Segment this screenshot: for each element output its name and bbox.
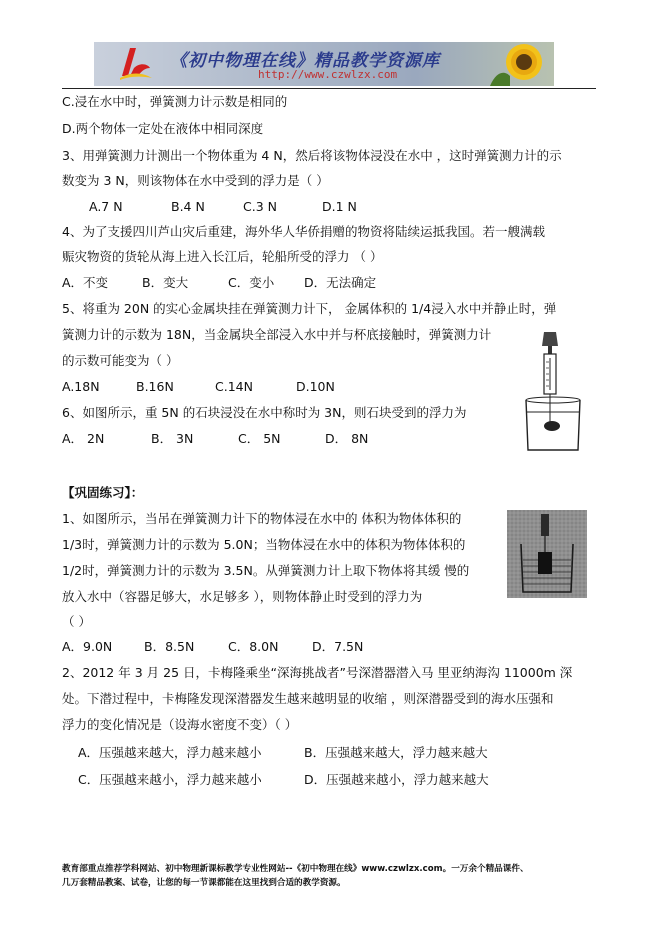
p2-option-b: B．压强越来越大，浮力越来越大 xyxy=(304,745,488,760)
q5-option-a: A.18N xyxy=(62,379,100,394)
q6-option-c: C． 5N xyxy=(238,431,281,446)
question-3-line-1: 3、用弹簧测力计测出一个物体重为 4 N，然后将该物体浸没在水中 ，这时弹簧测力计的示 xyxy=(62,148,562,163)
q4-option-c: C．变小 xyxy=(228,275,275,290)
question-4-line-1: 4、为了支援四川芦山灾后重建，海外华人华侨捐赠的物资将陆续运抵我国。若一艘满载 xyxy=(62,224,545,239)
header-banner xyxy=(94,42,554,86)
practice-2-line-2: 处。下潜过程中，卡梅隆发现深潜器发生越来越明显的收缩 ，则深潜器受到的海水压强和 xyxy=(62,691,554,706)
header-rule xyxy=(62,88,596,89)
option-d-text: D.两个物体一定处在液体中相同深度 xyxy=(62,121,264,136)
q5-option-b: B.16N xyxy=(136,379,174,394)
question-5-line-1: 5、将重为 20N 的实心金属块挂在弹簧测力计下， 金属体积的 1/4浸入水中并静止时，弹 xyxy=(62,301,557,316)
p2-option-a: A．压强越来越大，浮力越来越小 xyxy=(78,745,262,760)
footer-line-2: 几万套精品教案、试卷，让您的每一节课都能在这里找到合适的教学资源。 xyxy=(62,878,346,888)
q3-option-a: A.7 N xyxy=(89,199,123,214)
logo-icon xyxy=(116,46,156,84)
question-5-line-3: 的示数可能变为（ ） xyxy=(62,353,179,368)
q4-option-b: B．变大 xyxy=(142,275,189,290)
q3-option-c: C.3 N xyxy=(243,199,277,214)
q6-option-b: B． 3N xyxy=(151,431,194,446)
q6-option-d: D． 8N xyxy=(325,431,369,446)
practice-1-line-5: （ ） xyxy=(62,614,91,629)
p1-option-b: B．8.5N xyxy=(144,639,195,654)
p2-option-c: C．压强越来越小，浮力越来越小 xyxy=(78,772,262,787)
p1-option-d: D．7.5N xyxy=(312,639,364,654)
question-4-line-2: 赈灾物资的货轮从海上进入长江后，轮船所受的浮力 （ ） xyxy=(62,249,383,264)
banner-title: 《初中物理在线》精品教学资源库 xyxy=(170,51,440,71)
q5-option-d: D.10N xyxy=(296,379,335,394)
sunflower-icon xyxy=(486,42,554,86)
q4-option-d: D．无法确定 xyxy=(304,275,377,290)
banner-url[interactable]: http://www.czwlzx.com xyxy=(258,68,398,81)
spring-scale-beaker-figure xyxy=(522,330,584,454)
practice-2-line-1: 2、2012 年 3 月 25 日，卡梅隆乘坐“深海挑战者”号深潜器潜入马 里亚纳海沟 11000m 深 xyxy=(62,665,573,680)
section-title: 【巩固练习】： xyxy=(62,485,144,500)
practice-1-line-4: 放入水中（容器足够大，水足够多 ），则物体静止时受到的浮力为 xyxy=(62,589,423,604)
practice-2-line-3: 浮力的变化情况是（设海水密度不变）（ ） xyxy=(62,717,298,732)
practice-1-line-1: 1、如图所示，当吊在弹簧测力计下的物体浸在水中的 体积为物体体积的 xyxy=(62,511,462,526)
p2-option-d: D．压强越来越小，浮力越来越大 xyxy=(304,772,489,787)
q3-option-b: B.4 N xyxy=(171,199,205,214)
question-5-line-2: 簧测力计的示数为 18N，当金属块全部浸入水中并与杯底接触时，弹簧测力计 xyxy=(62,327,492,342)
question-6-line: 6、如图所示，重 5N 的石块浸没在水中称时为 3N，则石块受到的浮力为 xyxy=(62,405,467,420)
q5-option-c: C.14N xyxy=(215,379,253,394)
footer-line-1: 教育部重点推荐学科网站、初中物理新课标教学专业性网站--《初中物理在线》www.czwlzx.com。一万余个精品课件、 xyxy=(62,864,529,874)
p1-option-a: A．9.0N xyxy=(62,639,113,654)
option-c-text: C.浸在水中时，弹簧测力计示数是相同的 xyxy=(62,94,288,109)
q6-option-a: A． 2N xyxy=(62,431,105,446)
q4-option-a: A．不变 xyxy=(62,275,109,290)
practice-1-line-2: 1/3时，弹簧测力计的示数为 5.0N；当物体浸在水中的体积为物体体积的 xyxy=(62,537,466,552)
question-3-line-2: 数变为 3 N，则该物体在水中受到的浮力是（ ） xyxy=(62,173,329,188)
p1-option-c: C．8.0N xyxy=(228,639,279,654)
q3-option-d: D.1 N xyxy=(322,199,357,214)
practice-1-line-3: 1/2时，弹簧测力计的示数为 3.5N。从弹簧测力计上取下物体将其缓 慢的 xyxy=(62,563,470,578)
spring-scale-photo-figure xyxy=(507,510,587,598)
